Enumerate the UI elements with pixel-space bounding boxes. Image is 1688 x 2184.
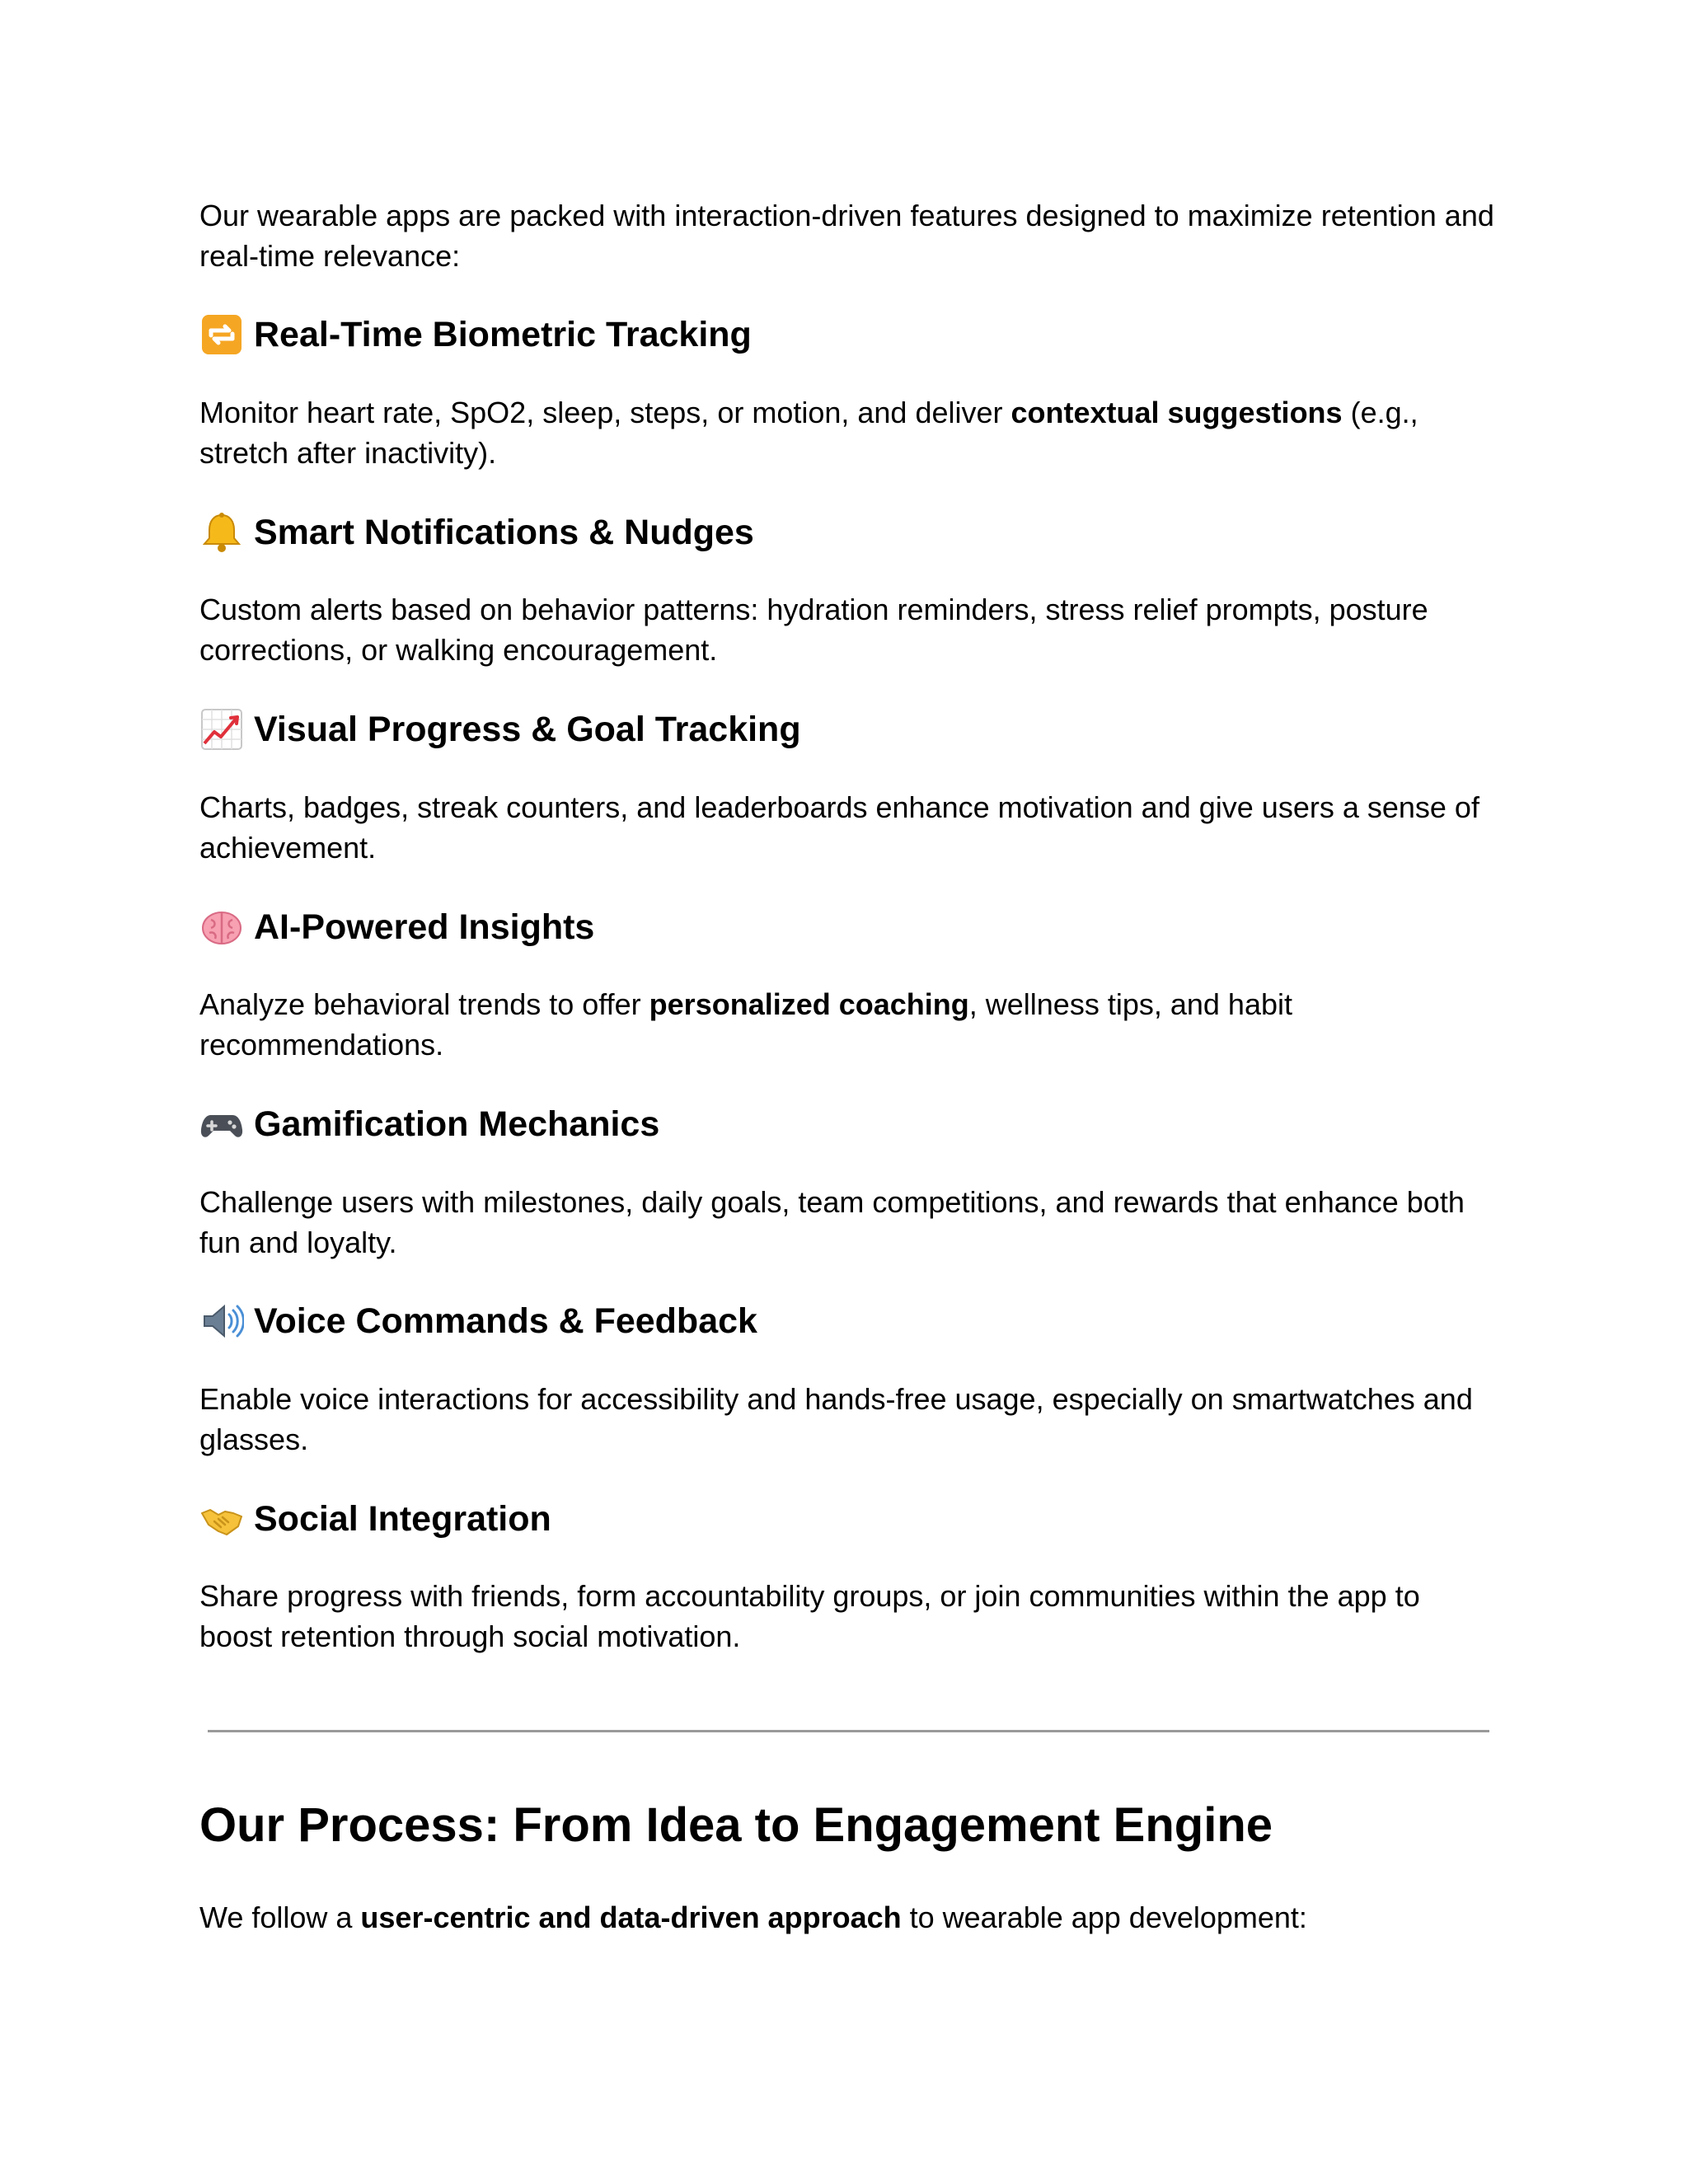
- section-heading-ai: [199, 904, 594, 950]
- process-heading: Our Process: From Idea to Engagement Engine: [199, 1798, 1273, 1852]
- repeat-arrows-icon: [199, 312, 244, 357]
- process-intro-paragraph: We follow a user-centric and data-driven approach to wearable app development:: [199, 1900, 1307, 1934]
- section-body-ai: Analyze behavioral trends to offer personalized coaching, wellness tips, and habit recommendations.: [199, 987, 1292, 1062]
- section-heading-progress: [199, 706, 801, 752]
- section-body-notifications: Custom alerts based on behavior patterns: hydration reminders, stress relief prompts, posture corrections, or walking encouragement.: [199, 593, 1428, 667]
- chart-increasing-icon: [199, 707, 244, 752]
- section-body-social: Share progress with friends, form accountability groups, or join communities within the app to boost retention through social motivation.: [199, 1579, 1420, 1653]
- section-body-voice: Enable voice interactions for accessibility and hands-free usage, especially on smartwatches and glasses.: [199, 1382, 1473, 1456]
- section-heading-gamification: [199, 1101, 659, 1147]
- section-title: Gamification Mechanics: [254, 1104, 660, 1144]
- handshake-icon: [199, 1497, 244, 1541]
- section-heading-social: [199, 1496, 551, 1542]
- section-heading-voice: [199, 1298, 757, 1344]
- section-title: Visual Progress & Goal Tracking: [254, 710, 801, 749]
- speaker-icon: [199, 1299, 244, 1343]
- section-title: AI-Powered Insights: [254, 907, 595, 947]
- game-controller-icon: [199, 1102, 244, 1146]
- section-body-biometric: Monitor heart rate, SpO2, sleep, steps, or motion, and deliver contextual suggestions (e.g., stretch after inactivity).: [199, 396, 1418, 470]
- section-title: Social Integration: [254, 1499, 551, 1539]
- section-body-progress: Charts, badges, streak counters, and leaderboards enhance motivation and give users a sense of achievement.: [199, 790, 1479, 865]
- brain-icon: [199, 905, 244, 949]
- section-heading-notifications: [199, 509, 754, 555]
- section-title: Smart Notifications & Nudges: [254, 513, 754, 552]
- horizontal-divider: [208, 1730, 1489, 1732]
- intro-paragraph: Our wearable apps are packed with interaction-driven features designed to maximize retention and real-time relevance:: [199, 199, 1494, 273]
- section-title: Real-Time Biometric Tracking: [254, 315, 752, 354]
- bell-icon: [199, 510, 244, 555]
- section-heading-biometric: [199, 312, 752, 358]
- section-title: Voice Commands & Feedback: [254, 1301, 757, 1341]
- section-body-gamification: Challenge users with milestones, daily goals, team competitions, and rewards that enhance both fun and loyalty.: [199, 1185, 1465, 1259]
